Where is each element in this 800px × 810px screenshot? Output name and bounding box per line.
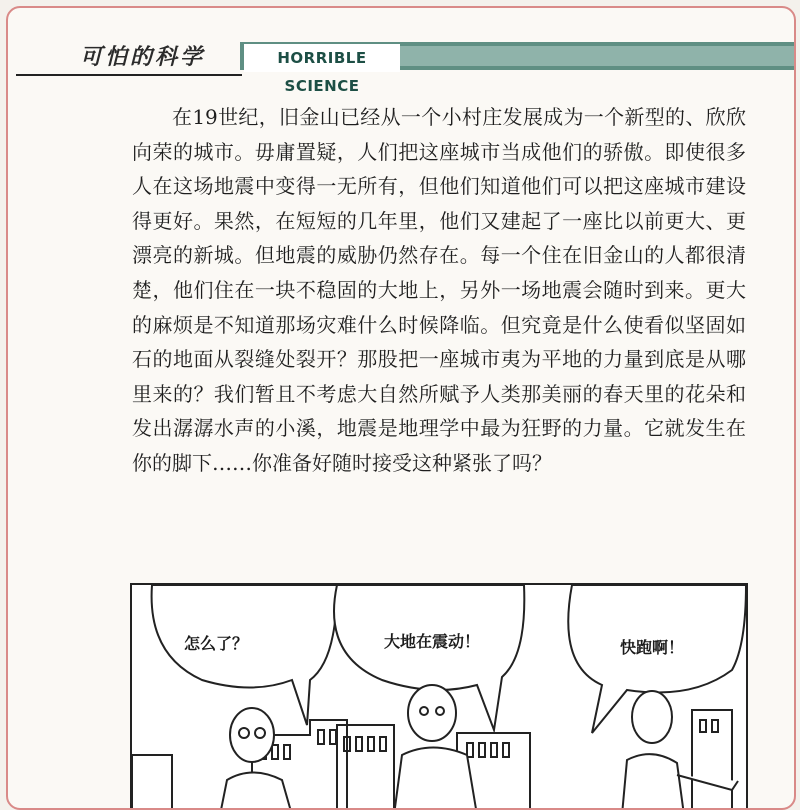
header-underline bbox=[16, 74, 242, 76]
book-page bbox=[6, 6, 796, 810]
header-band-light bbox=[400, 46, 796, 66]
body-paragraph: 在19世纪，旧金山已经从一个小村庄发展成为一个新型的、欣欣向荣的城市。毋庸置疑，人们把这座城市当成他们的骄傲。即使很多人在这场地震中变得一无所有，但他们知道他们可以把这座城市建设得更好。果然，在短短的几年里，他们又建起了一座比以前更大、更漂亮的新城。但地震的威胁仍然存在。每一个住在旧金山的人都很清楚，他们住在一块不稳固的大地上，另外一场地震会随时到来。更大的麻烦是不知道那场灾难什么时候降临。但究竟是什么使看似坚固如石的地面从裂缝处裂开？那股把一座城市夷为平地的力量到底是从哪里来的？我们暂且不考虑大自然所赋予人类那美丽的春天里的花朵和发出潺潺水声的小溪，地震是地理学中最为狂野的力量。它就发生在你的脚下……你准备好随时接受这种紧张了吗？ bbox=[132, 105, 746, 475]
cartoon-illustration bbox=[132, 585, 746, 810]
bubble-middle-text: 大地在震动！ bbox=[384, 632, 481, 651]
bubble-left-text: 怎么了？ bbox=[184, 634, 249, 653]
header-title-cn: 可怕的科学 bbox=[80, 45, 206, 70]
cartoon-panel bbox=[130, 583, 748, 810]
bubble-right-text: 快跑啊！ bbox=[620, 638, 685, 657]
body-text bbox=[132, 100, 746, 481]
header-title-en: HORRIBLE SCIENCE bbox=[244, 44, 400, 72]
